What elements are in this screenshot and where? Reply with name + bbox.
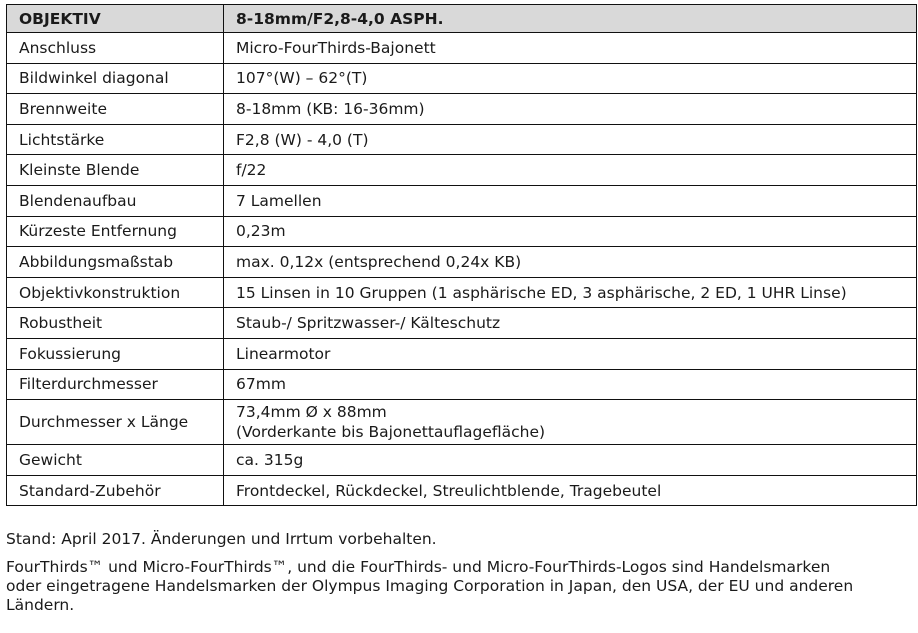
row-label: Kürzeste Entfernung bbox=[7, 216, 224, 247]
table-header-row bbox=[7, 5, 917, 33]
table-row bbox=[7, 216, 917, 247]
table-row bbox=[7, 185, 917, 216]
table-row bbox=[7, 155, 917, 186]
row-value: Staub-/ Spritzwasser-/ Kälteschutz bbox=[224, 308, 917, 339]
table-row bbox=[7, 475, 917, 506]
row-label: Brennweite bbox=[7, 94, 224, 125]
row-value-line: 73,4mm Ø x 88mm bbox=[236, 403, 387, 422]
table-row bbox=[7, 247, 917, 278]
row-value: 107°(W) – 62°(T) bbox=[224, 63, 917, 94]
trademark-note-line: Ländern. bbox=[6, 596, 75, 614]
table-row bbox=[7, 400, 917, 445]
table-row bbox=[7, 445, 917, 476]
row-label: Kleinste Blende bbox=[7, 155, 224, 186]
row-label: Filterdurchmesser bbox=[7, 369, 224, 400]
row-value: 0,23m bbox=[224, 216, 917, 247]
row-value: max. 0,12x (entsprechend 0,24x KB) bbox=[224, 247, 917, 278]
table-row bbox=[7, 124, 917, 155]
row-value: 8-18mm (KB: 16-36mm) bbox=[224, 94, 917, 125]
row-label: Objektivkonstruktion bbox=[7, 277, 224, 308]
row-label: Anschluss bbox=[7, 33, 224, 64]
row-value: 7 Lamellen bbox=[224, 185, 917, 216]
row-label: Lichtstärke bbox=[7, 124, 224, 155]
row-value: Micro-FourThirds-Bajonett bbox=[224, 33, 917, 64]
row-value: Linearmotor bbox=[224, 338, 917, 369]
row-value: F2,8 (W) - 4,0 (T) bbox=[224, 124, 917, 155]
row-value: f/22 bbox=[224, 155, 917, 186]
spec-table bbox=[6, 4, 917, 506]
row-label: Robustheit bbox=[7, 308, 224, 339]
table-row bbox=[7, 308, 917, 339]
header-label: OBJEKTIV bbox=[7, 5, 224, 33]
table-row bbox=[7, 33, 917, 64]
footnotes bbox=[6, 530, 916, 615]
status-note: Stand: April 2017. Änderungen und Irrtum vorbehalten. bbox=[6, 530, 437, 548]
row-label: Fokussierung bbox=[7, 338, 224, 369]
row-label: Bildwinkel diagonal bbox=[7, 63, 224, 94]
row-label: Durchmesser x Länge bbox=[7, 400, 224, 445]
table-row bbox=[7, 369, 917, 400]
table-row bbox=[7, 277, 917, 308]
row-value: 15 Linsen in 10 Gruppen (1 asphärische ED, 3 asphärische, 2 ED, 1 UHR Linse) bbox=[224, 277, 917, 308]
table-row bbox=[7, 63, 917, 94]
row-value: Frontdeckel, Rückdeckel, Streulichtblende, Tragebeutel bbox=[224, 475, 917, 506]
header-value: 8-18mm/F2,8-4,0 ASPH. bbox=[224, 5, 917, 33]
row-label: Abbildungsmaßstab bbox=[7, 247, 224, 278]
trademark-note-line: oder eingetragene Handelsmarken der Olympus Imaging Corporation in Japan, den USA, der EU und anderen bbox=[6, 577, 854, 595]
row-label: Blendenaufbau bbox=[7, 185, 224, 216]
row-value-line: (Vorderkante bis Bajonettauflagefläche) bbox=[236, 423, 546, 442]
table-row bbox=[7, 338, 917, 369]
trademark-note-line: FourThirds™ und Micro-FourThirds™, und die FourThirds- und Micro-FourThirds-Logos sind Handelsmarken bbox=[6, 558, 831, 576]
row-value: 67mm bbox=[224, 369, 917, 400]
row-label: Standard-Zubehör bbox=[7, 475, 224, 506]
row-value bbox=[224, 400, 917, 445]
table-row bbox=[7, 94, 917, 125]
row-value: ca. 315g bbox=[224, 445, 917, 476]
row-label: Gewicht bbox=[7, 445, 224, 476]
